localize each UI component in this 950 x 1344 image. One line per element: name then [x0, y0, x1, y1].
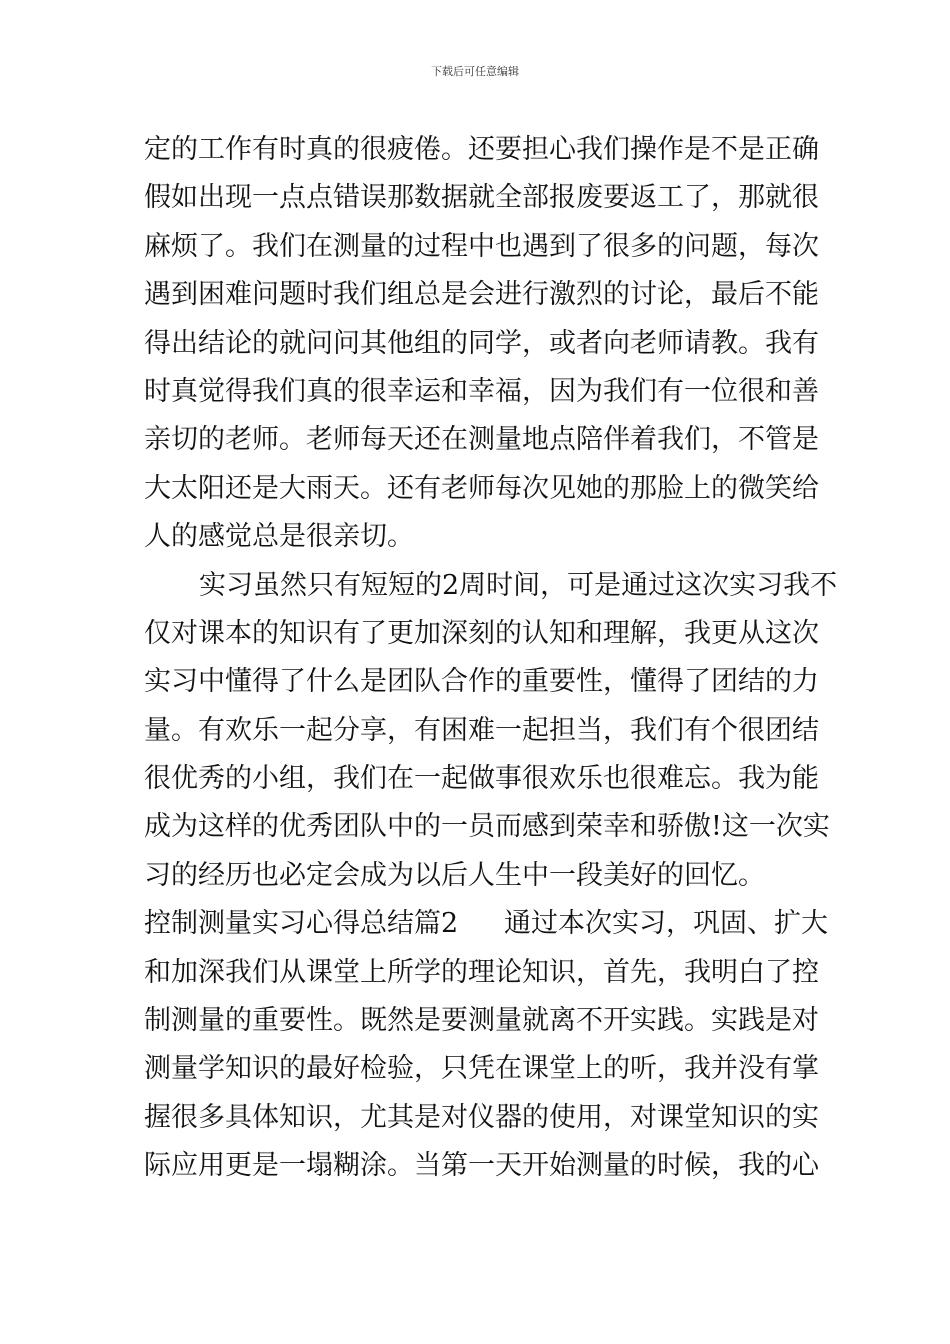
- text-line: 成为这样的优秀团队中的一员而感到荣幸和骄傲!这一次实: [144, 811, 830, 843]
- section-title: 控制测量实习心得总结篇2: [144, 908, 459, 940]
- text-line: 实习中懂得了什么是团队合作的重要性，懂得了团结的力: [144, 666, 819, 698]
- paragraph-1: [144, 126, 819, 562]
- text-line: 制测量的重要性。既然是要测量就离不开实践。实践是对: [144, 1005, 819, 1037]
- text-line: 习的经历也必定会成为以后人生中一段美好的回忆。: [144, 859, 765, 891]
- text-line: 很优秀的小组，我们在一起做事很欢乐也很难忘。我为能: [144, 763, 819, 795]
- paragraph-2: [144, 562, 838, 901]
- paragraph-3: [144, 900, 828, 1190]
- page-header: 下载后可任意编辑: [431, 65, 519, 78]
- document-body: [144, 126, 838, 1191]
- text-line: 人的感觉总是很亲切。: [144, 521, 414, 553]
- text-line: 得出结论的就问问其他组的同学，或者向老师请教。我有: [144, 327, 819, 359]
- text-line: 和加深我们从课堂上所学的理论知识，首先，我明白了控: [144, 956, 819, 988]
- text-line: 遇到困难问题时我们组总是会进行激烈的讨论，最后不能: [144, 279, 819, 311]
- text-line: 麻烦了。我们在测量的过程中也遇到了很多的问题，每次: [144, 230, 819, 262]
- text-line: 假如出现一点点错误那数据就全部报废要返工了，那就很: [144, 182, 819, 214]
- text-line-indented: 实习虽然只有短短的2周时间，可是通过这次实习我不: [199, 569, 838, 601]
- text-line-start: 通过本次实习，巩固、扩大: [504, 908, 828, 940]
- section-first-line: [144, 900, 828, 948]
- text-line: 时真觉得我们真的很幸运和幸福，因为我们有一位很和善: [144, 375, 819, 407]
- text-line: 测量学知识的最好检验，只凭在课堂上的听，我并没有掌: [144, 1053, 819, 1085]
- text-line: 际应用更是一塌糊涂。当第一天开始测量的时候，我的心: [144, 1150, 819, 1182]
- text-line: 仅对课本的知识有了更加深刻的认知和理解，我更从这次: [144, 617, 819, 649]
- text-line: 握很多具体知识，尤其是对仪器的使用，对课堂知识的实: [144, 1101, 819, 1133]
- text-line: 量。有欢乐一起分享，有困难一起担当，我们有个很团结: [144, 714, 819, 746]
- text-line: 定的工作有时真的很疲倦。还要担心我们操作是不是正确: [144, 134, 819, 165]
- text-line: 大太阳还是大雨天。还有老师每次见她的那脸上的微笑给: [144, 472, 819, 504]
- text-line: 亲切的老师。老师每天还在测量地点陪伴着我们，不管是: [144, 424, 819, 456]
